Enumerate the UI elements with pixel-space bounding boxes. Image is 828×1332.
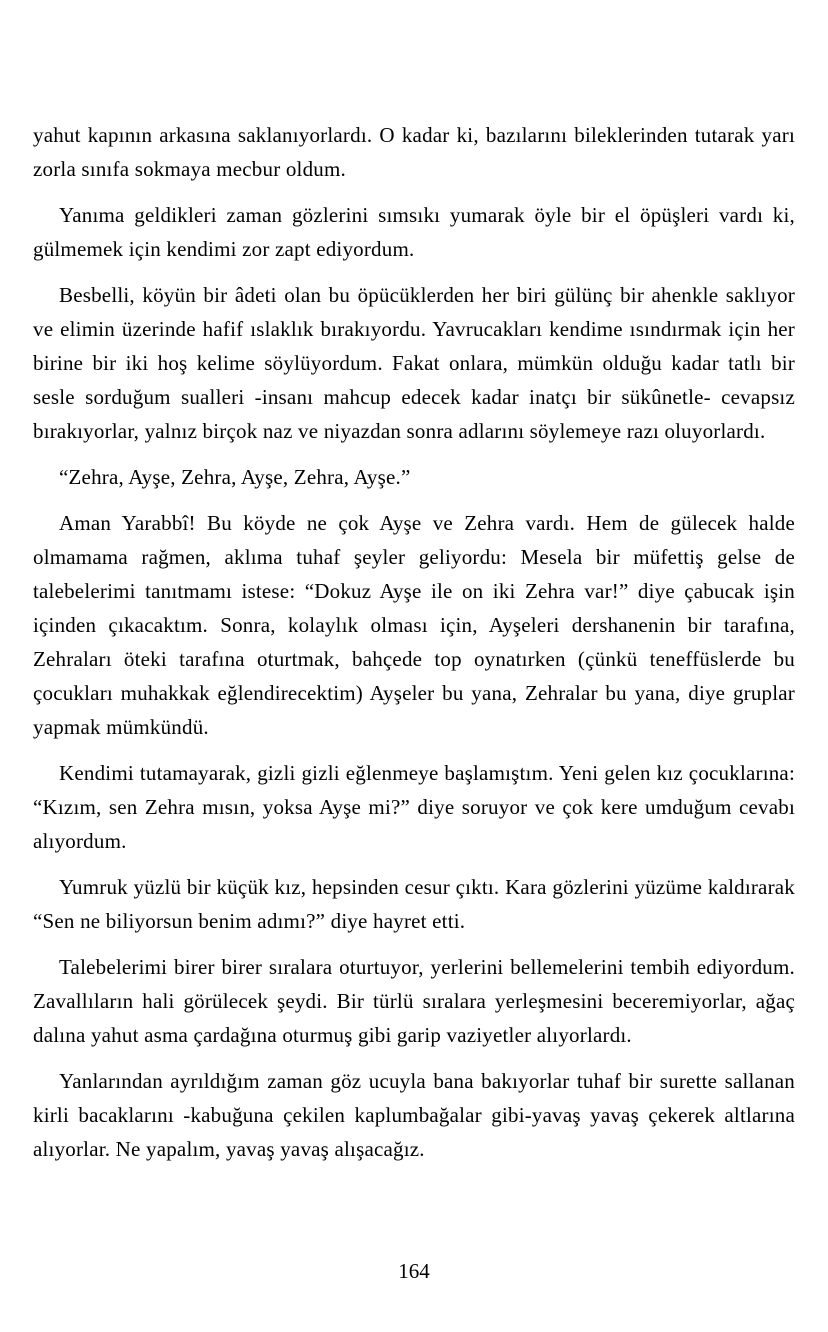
paragraph: Talebelerimi birer birer sıralara oturtuyor, yerlerini bellemelerini tembih ediyordum. Zavallıların hali görülecek şeydi. Bir türlü sıralara yerleşmesini beceremiyorlar, ağaç dalına yahut asma çardağına oturmuş gibi garip vaziyetler alıyorlardı. [33, 955, 795, 1047]
paragraph: “Zehra, Ayşe, Zehra, Ayşe, Zehra, Ayşe.” [59, 465, 411, 489]
text-block [33, 118, 795, 1178]
page-number: 164 [398, 1259, 430, 1283]
paragraph: yahut kapının arkasına saklanıyorlardı. O kadar ki, bazılarını bileklerinden tutarak yarı zorla sınıfa sokmaya mecbur oldum. [33, 123, 795, 181]
paragraph: Yumruk yüzlü bir küçük kız, hepsinden cesur çıktı. Kara gözlerini yüzüme kaldırarak “Sen ne biliyorsun benim adımı?” diye hayret etti. [33, 875, 795, 933]
paragraph: Aman Yarabbî! Bu köyde ne çok Ayşe ve Zehra vardı. Hem de gülecek halde olmamama rağmen, aklıma tuhaf şeyler geliyordu: Mesela bir müfettiş gelse de talebelerimi tanıtmamı istese: “Dokuz Ayşe ile on iki Zehra var!” diye çabucak işin içinden çıkacaktım. Sonra, kolaylık olması için, Ayşeleri dershanenin bir tarafına, Zehraları öteki tarafına oturtmak, bahçede top oynatırken (çünkü teneffüslerde bu çocukları muhakkak eğlendirecektim) Ayşeler bu yana, Zehralar bu yana, diye gruplar yapmak mümkündü. [33, 511, 795, 739]
paragraph: Yanlarından ayrıldığım zaman göz ucuyla bana bakıyorlar tuhaf bir surette sallanan kirli bacaklarını -kabuğuna çekilen kaplumbağalar gibi-yavaş yavaş çekerek altlarına alıyorlar. Ne yapalım, yavaş yavaş alışacağız. [33, 1069, 795, 1161]
paragraph: Kendimi tutamayarak, gizli gizli eğlenmeye başlamıştım. Yeni gelen kız çocuklarına: “Kızım, sen Zehra mısın, yoksa Ayşe mi?” diye soruyor ve çok kere umduğum cevabı alıyordum. [33, 761, 795, 853]
paragraph: Besbelli, köyün bir âdeti olan bu öpücüklerden her biri gülünç bir ahenkle saklıyor ve elimin üzerinde hafif ıslaklık bırakıyordu. Yavrucakları kendime ısındırmak için her birine bir iki hoş kelime söylüyordum. Fakat onlara, mümkün olduğu kadar tatlı bir sesle sorduğum sualleri -insanı mahcup edecek kadar inatçı bir sükûnetle- cevapsız bırakıyorlar, yalnız birçok naz ve niyazdan sonra adlarını söylemeye razı oluyorlardı. [33, 283, 795, 443]
paragraph: Yanıma geldikleri zaman gözlerini sımsıkı yumarak öyle bir el öpüşleri vardı ki, gülmemek için kendimi zor zapt ediyordum. [33, 203, 795, 261]
